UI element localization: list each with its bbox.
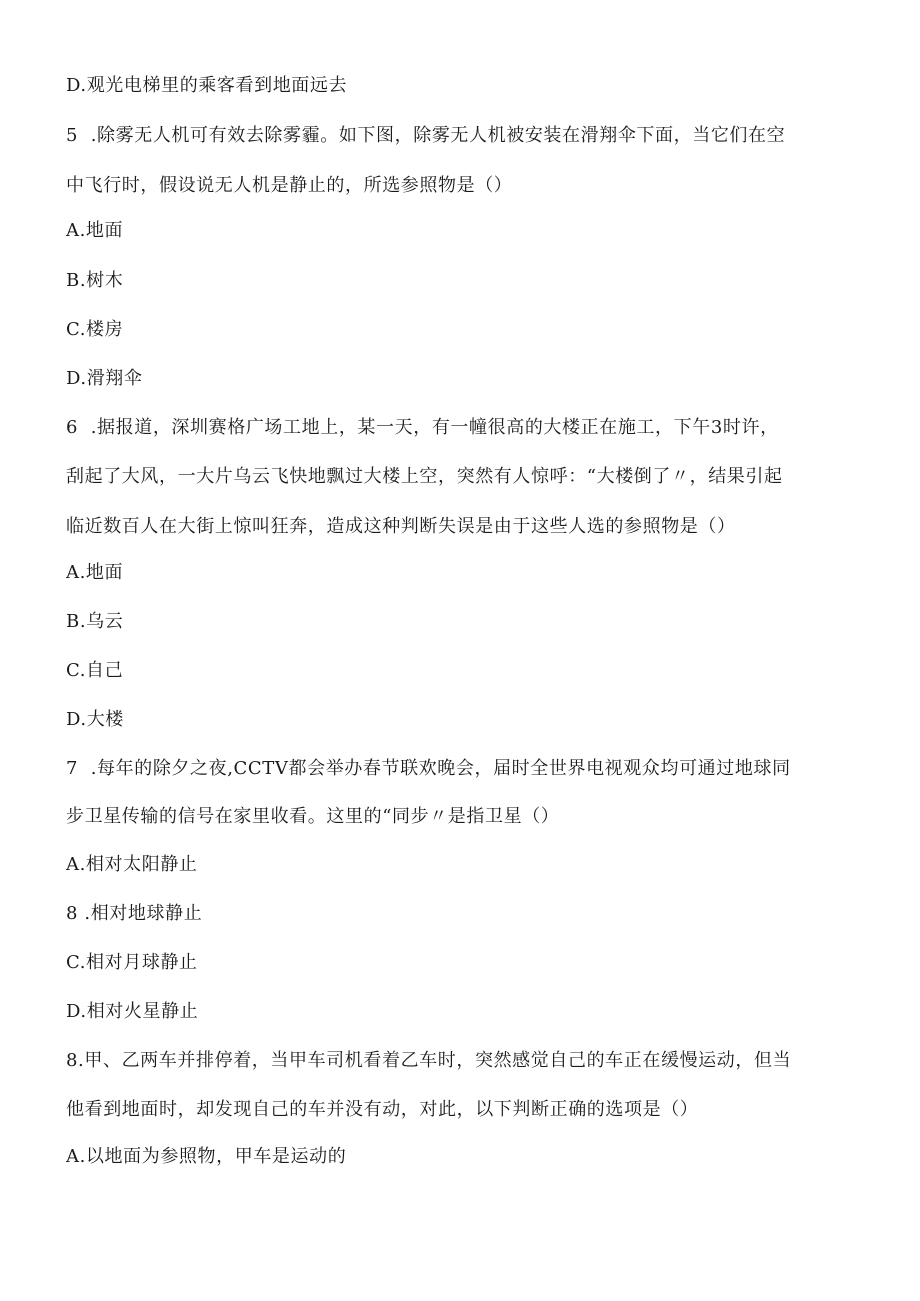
option-c-q6: C.自己 [66, 660, 124, 681]
question-8-line-1: 8.甲、乙两车并排停着，当甲车司机看着乙车时，突然感觉自己的车正在缓慢运动，但当 [66, 1050, 792, 1071]
option-b-q5: B.树木 [66, 270, 124, 291]
option-d-q6: D.大楼 [66, 709, 124, 730]
option-a-q6: A.地面 [66, 562, 124, 583]
question-6-line-1: 6 .据报道，深圳赛格广场工地上，某一天，有一幢很高的大楼正在施工，下午3时许， [66, 417, 779, 438]
option-a-q7: A.相对太阳静止 [66, 854, 198, 875]
option-c-q5: C.楼房 [66, 319, 124, 340]
question-8-line-2: 他看到地面时，却发现自己的车并没有动，对此，以下判断正确的选项是（） [66, 1099, 699, 1120]
option-a-q5: A.地面 [66, 220, 124, 241]
question-5-line-1: 5 .除雾无人机可有效去除雾霾。如下图，除雾无人机被安装在滑翔伞下面，当它们在空 [66, 125, 786, 146]
option-b-q7: 8 .相对地球静止 [66, 903, 203, 924]
option-b-q6: B.乌云 [66, 611, 124, 632]
question-7-line-2: 步卫星传输的信号在家里收看。这里的“同步〃是指卫星（） [66, 806, 560, 827]
option-c-q7: C.相对月球静止 [66, 952, 198, 973]
question-6-line-3: 临近数百人在大街上惊叫狂奔，造成这种判断失误是由于这些人选的参照物是（） [66, 516, 736, 537]
option-d-q4: D.观光电梯里的乘客看到地面远去 [66, 75, 348, 96]
option-a-q8: A.以地面为参照物，甲车是运动的 [66, 1146, 347, 1167]
question-5-line-2: 中飞行时，假设说无人机是静止的，所选参照物是（） [66, 175, 513, 196]
question-7-line-1: 7 .每年的除夕之夜,CCTV都会举办春节联欢晚会，届时全世界电视观众均可通过地球同 [66, 758, 791, 779]
option-d-q7: D.相对火星静止 [66, 1001, 199, 1022]
question-6-line-2: 刮起了大风，一大片乌云飞快地飘过大楼上空，突然有人惊呼：“大楼倒了〃，结果引起 [66, 466, 783, 487]
option-d-q5: D.滑翔伞 [66, 368, 143, 389]
